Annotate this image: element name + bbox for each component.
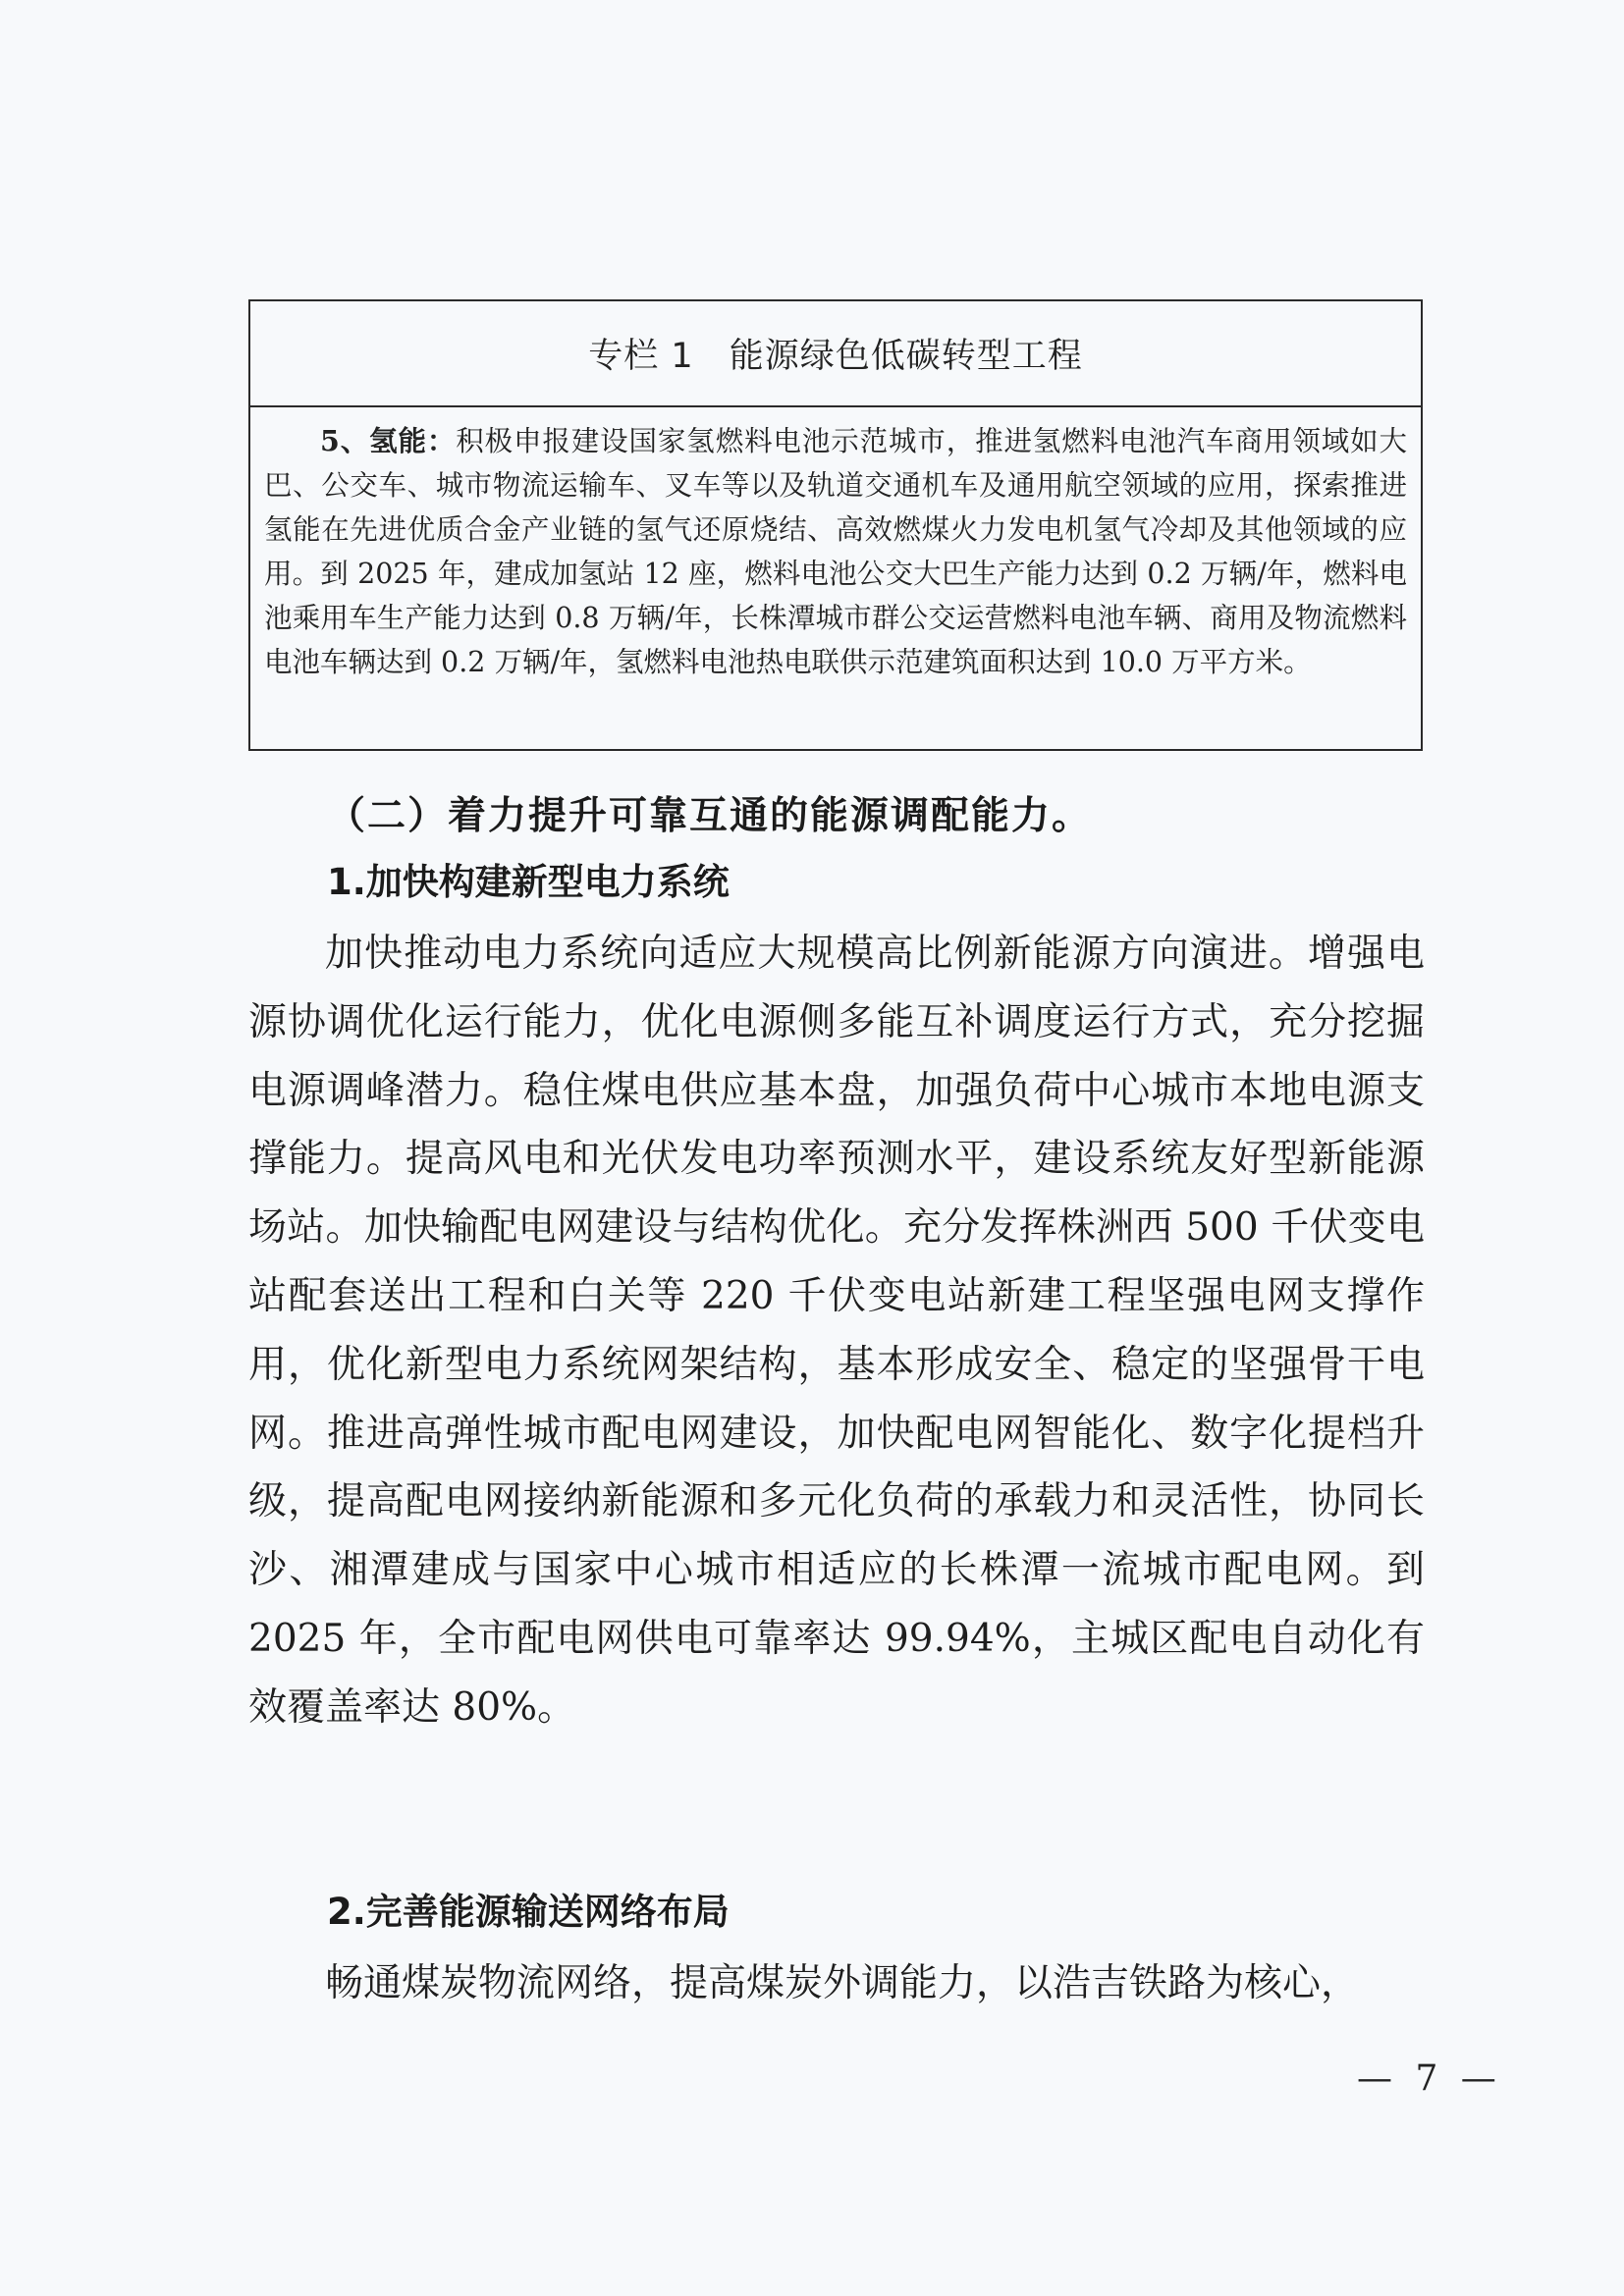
page-number: — 7 — [1357,2058,1502,2099]
box-body [250,407,1421,684]
box-title: 能源绿色低碳转型工程 [729,337,1083,376]
section-heading: （二）着力提升可靠互通的能源调配能力。 [327,793,1093,838]
box-lead: 5、氢能： [320,424,457,457]
box-paragraph [264,419,1407,684]
feature-column-box [248,299,1423,751]
subsection-paragraph-2: 畅通煤炭物流网络，提高煤炭外调能力，以浩吉铁路为核心， [325,1961,1360,2005]
subsection-title-2: 2.完善能源输送网络布局 [327,1891,730,1933]
subsection-paragraph-1: 加快推动电力系统向适应大规模高比例新能源方向演进。增强电源协调优化运行能力，优化电源侧多能互补调度运行方式，充分挖掘电源调峰潜力。稳住煤电供应基本盘，加强负荷中心城市本地电源支撑能力。提高风电和光伏发电功率预测水平，建设系统友好型新能源场站。加快输配电网建设与结构优化。充分发挥株洲西 500 千伏变电站配套送出工程和白关等 220 千伏变电站新建工程坚强电网支撑作用，优化新型电力系统网架结构，基本形成安全、稳定的坚强骨干电网。推进高弹性城市配电网建设，加快配电网智能化、数字化提档升级，提高配电网接纳新能源和多元化负荷的承载力和灵活性，协同长沙、湘潭建成与国家中心城市相适应的长株潭一流城市配电网。到 2025 年，全市配电网供电可靠率达 99.94%，主城区配电自动化有效覆盖率达 80%。 [248,932,1425,1730]
box-text: 积极申报建设国家氢燃料电池示范城市，推进氢燃料电池汽车商用领域如大巴、公交车、城市物流运输车、叉车等以及轨道交通机车及通用航空领域的应用，探索推进氢能在先进优质合金产业链的氢气还原烧结、高效燃煤火力发电机氢气冷却及其他领域的应用。到 2025 年，建成加氢站 12 座，燃料电池公交大巴生产能力达到 0.2 万辆/年，燃料电池乘用车生产能力达到 0.8 万辆/年，长株潭城市群公交运营燃料电池车辆、商用及物流燃料电池车辆达到 0.2 万辆/年，氢燃料电池热电联供示范建筑面积达到 10.0 万平方米。 [264,425,1407,678]
subsection-title-1: 1.加快构建新型电力系统 [327,861,730,903]
box-number: 专栏 1 [588,337,694,376]
box-header [250,301,1421,407]
